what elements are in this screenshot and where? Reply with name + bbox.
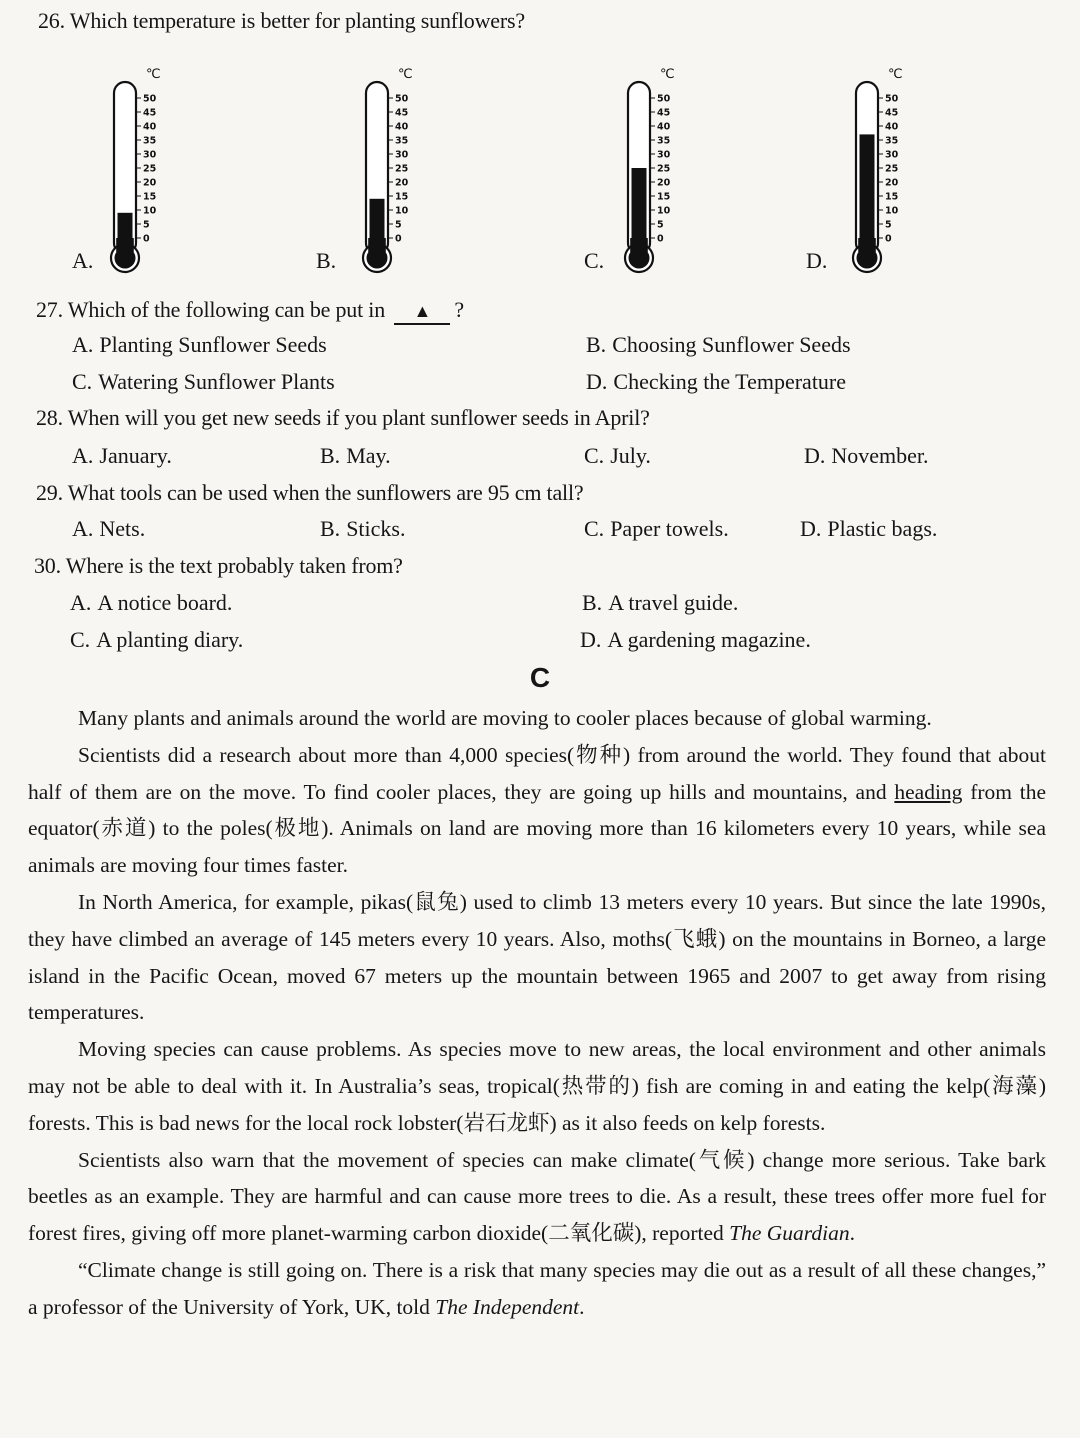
tick-label: 20: [885, 177, 899, 189]
tick-label: 5: [885, 219, 892, 231]
option-text: Nets.: [99, 516, 146, 541]
blank-triangle: ▲: [413, 301, 432, 321]
option-letter: D.: [800, 516, 822, 541]
unit-label: ℃: [146, 67, 161, 82]
option-letter: B.: [320, 443, 341, 468]
tick-label: 30: [885, 149, 899, 161]
liquid-column: [632, 168, 647, 254]
option-text: Plastic bags.: [827, 516, 938, 541]
q28-option-b[interactable]: [320, 443, 391, 469]
tick-label: 35: [395, 135, 409, 147]
question-27-stem-text: 27. Which of the following can be put in: [36, 297, 386, 322]
tick-label: 35: [143, 135, 157, 147]
thermometer-d: [842, 58, 922, 278]
tick-label: 0: [657, 233, 664, 245]
tick-label: 20: [657, 177, 671, 189]
option-letter: C.: [72, 369, 93, 394]
tick-label: 15: [143, 191, 157, 203]
option-letter: B.: [582, 590, 603, 615]
option-text: A planting diary.: [96, 627, 244, 652]
question-30-stem: 30. Where is the text probably taken from?: [34, 553, 403, 578]
option-label-b: B.: [316, 248, 337, 273]
option-text: January.: [99, 443, 172, 468]
tick-label: 25: [885, 163, 899, 175]
question-27-stem: [36, 297, 464, 325]
tick-label: 40: [657, 121, 671, 133]
option-text: Sticks.: [346, 516, 406, 541]
option-label-d: D.: [806, 248, 828, 273]
tick-label: 35: [657, 135, 671, 147]
q30-option-a[interactable]: [70, 590, 232, 616]
question-28-stem: 28. When will you get new seeds if you plant sunflower seeds in April?: [36, 405, 650, 430]
liquid-column: [370, 199, 385, 254]
tick-label: 30: [143, 149, 157, 161]
paragraph-5: [28, 1142, 1046, 1252]
tick-label: 25: [657, 163, 671, 175]
tick-label: 0: [885, 233, 892, 245]
option-letter: A.: [72, 516, 94, 541]
option-text: Watering Sunflower Plants: [98, 369, 335, 394]
option-letter: D.: [580, 627, 602, 652]
tick-label: 50: [395, 93, 409, 105]
tick-label: 40: [395, 121, 409, 133]
source-name: The Guardian: [729, 1221, 850, 1246]
q29-option-c[interactable]: [584, 516, 729, 542]
tick-label: 45: [395, 107, 409, 119]
question-26-stem: 26. Which temperature is better for planting sunflowers?: [38, 8, 525, 33]
option-letter: D.: [804, 443, 826, 468]
option-text: November.: [831, 443, 929, 468]
tick-label: 30: [657, 149, 671, 161]
tick-label: 10: [395, 205, 409, 217]
q29-option-b[interactable]: [320, 516, 405, 542]
thermometer-b: [352, 58, 432, 278]
q27-option-d[interactable]: [586, 369, 846, 395]
tick-label: 45: [143, 107, 157, 119]
paragraph-2-part-2: from the equator(赤道) to the poles(极地). Animals on land are moving more than 16 kilometers every 10 years, while sea animals are moving four times faster.: [28, 779, 1047, 878]
option-label-c: C.: [584, 248, 605, 273]
tick-label: 10: [143, 205, 157, 217]
option-letter: C.: [584, 516, 605, 541]
q28-option-a[interactable]: [72, 443, 172, 469]
question-mark: ?: [454, 297, 464, 322]
option-text: A gardening magazine.: [607, 627, 811, 652]
liquid-column: [118, 213, 133, 254]
option-letter: C.: [70, 627, 91, 652]
tick-label: 20: [395, 177, 409, 189]
answer-blank: [394, 297, 450, 325]
paragraph-3: In North America, for example, pikas(鼠兔) used to climb 13 meters every 10 years. But since the late 1990s, they have climbed an average of 145 meters every 10 years. Also, moths(飞蛾) on the mountains in Borneo, a large island in the Pacific Ocean, moved 67 meters up the mountain between 1965 and 2007 to get away from rising temperatures.: [28, 889, 1046, 1025]
option-letter: A.: [72, 332, 94, 357]
paragraph-5-text: Scientists also warn that the movement of species can make climate(气候) change more serious. Take bark beetles as an example. They are harmful and can cause more trees to die. As a result, these trees offer more fuel for forest fires, giving off more planet-warming carbon dioxide(二氧化碳), reported: [28, 1147, 1046, 1246]
question-29-stem: 29. What tools can be used when the sunflowers are 95 cm tall?: [36, 480, 584, 505]
liquid-column: [860, 134, 875, 254]
tick-label: 0: [143, 233, 150, 245]
option-letter: A.: [70, 590, 92, 615]
underlined-word: heading: [894, 779, 963, 804]
q30-option-b[interactable]: [582, 590, 738, 616]
source-name: The Independent: [435, 1294, 580, 1319]
tick-label: 5: [657, 219, 664, 231]
period: .: [849, 1221, 855, 1246]
tick-label: 5: [395, 219, 402, 231]
q27-option-c[interactable]: [72, 369, 335, 395]
q28-option-c[interactable]: [584, 443, 651, 469]
unit-label: ℃: [888, 67, 903, 82]
tick-label: 10: [885, 205, 899, 217]
tick-label: 40: [143, 121, 157, 133]
tick-label: 40: [885, 121, 899, 133]
tick-label: 30: [395, 149, 409, 161]
tick-label: 25: [143, 163, 157, 175]
tick-label: 35: [885, 135, 899, 147]
tick-label: 50: [143, 93, 157, 105]
tick-label: 10: [657, 205, 671, 217]
tick-label: 45: [657, 107, 671, 119]
q30-option-d[interactable]: [580, 627, 811, 653]
option-letter: B.: [586, 332, 607, 357]
unit-label: ℃: [660, 67, 675, 82]
q28-option-d[interactable]: [804, 443, 929, 469]
paragraph-4: Moving species can cause problems. As species move to new areas, the local environment and other animals may not be able to deal with it. In Australia’s seas, tropical(热带的) fish are coming in and eating the kelp(海藻) forests. This is bad news for the local rock lobster(岩石龙虾) as it also feeds on kelp forests.: [28, 1037, 1046, 1135]
option-text: A notice board.: [97, 590, 233, 615]
option-text: Planting Sunflower Seeds: [99, 332, 327, 357]
option-letter: A.: [72, 443, 94, 468]
option-letter: D.: [586, 369, 608, 394]
paragraph-2-part-1: Scientists did a research about more than 4,000 species(物种) from around the world. They found that about half of them are on the move. To find cooler places, they are going up hills and mountains, and: [28, 742, 1046, 804]
option-label-a: A.: [72, 248, 94, 273]
tick-label: 5: [143, 219, 150, 231]
tick-label: 50: [657, 93, 671, 105]
q27-option-b[interactable]: [586, 332, 851, 358]
option-text: Choosing Sunflower Seeds: [612, 332, 851, 357]
unit-label: ℃: [398, 67, 413, 82]
paragraph-6: [28, 1252, 1046, 1326]
tick-label: 15: [395, 191, 409, 203]
tick-label: 15: [885, 191, 899, 203]
section-heading: C: [529, 662, 551, 693]
option-letter: B.: [320, 516, 341, 541]
paragraph-1: Many plants and animals around the world are moving to cooler places because of global warming.: [78, 706, 932, 730]
q30-option-c[interactable]: [70, 627, 243, 653]
option-text: Paper towels.: [610, 516, 729, 541]
q27-option-a[interactable]: [72, 332, 327, 358]
reading-passage: [28, 700, 1046, 1326]
thermometer-c: [614, 58, 694, 278]
tick-label: 50: [885, 93, 899, 105]
option-text: July.: [610, 443, 651, 468]
tick-label: 20: [143, 177, 157, 189]
option-text: May.: [346, 443, 391, 468]
tick-label: 45: [885, 107, 899, 119]
option-text: A travel guide.: [608, 590, 739, 615]
period: .: [579, 1294, 585, 1319]
paragraph-2: [28, 737, 1046, 884]
tick-label: 0: [395, 233, 402, 245]
option-text: Checking the Temperature: [613, 369, 847, 394]
q29-option-d[interactable]: [800, 516, 937, 542]
q29-option-a[interactable]: [72, 516, 145, 542]
tick-label: 15: [657, 191, 671, 203]
tick-label: 25: [395, 163, 409, 175]
paragraph-6-text: “Climate change is still going on. There is a risk that many species may die out as a result of all these changes,” a professor of the University of York, UK, told: [28, 1257, 1046, 1319]
option-letter: C.: [584, 443, 605, 468]
thermometer-a: [100, 58, 180, 278]
